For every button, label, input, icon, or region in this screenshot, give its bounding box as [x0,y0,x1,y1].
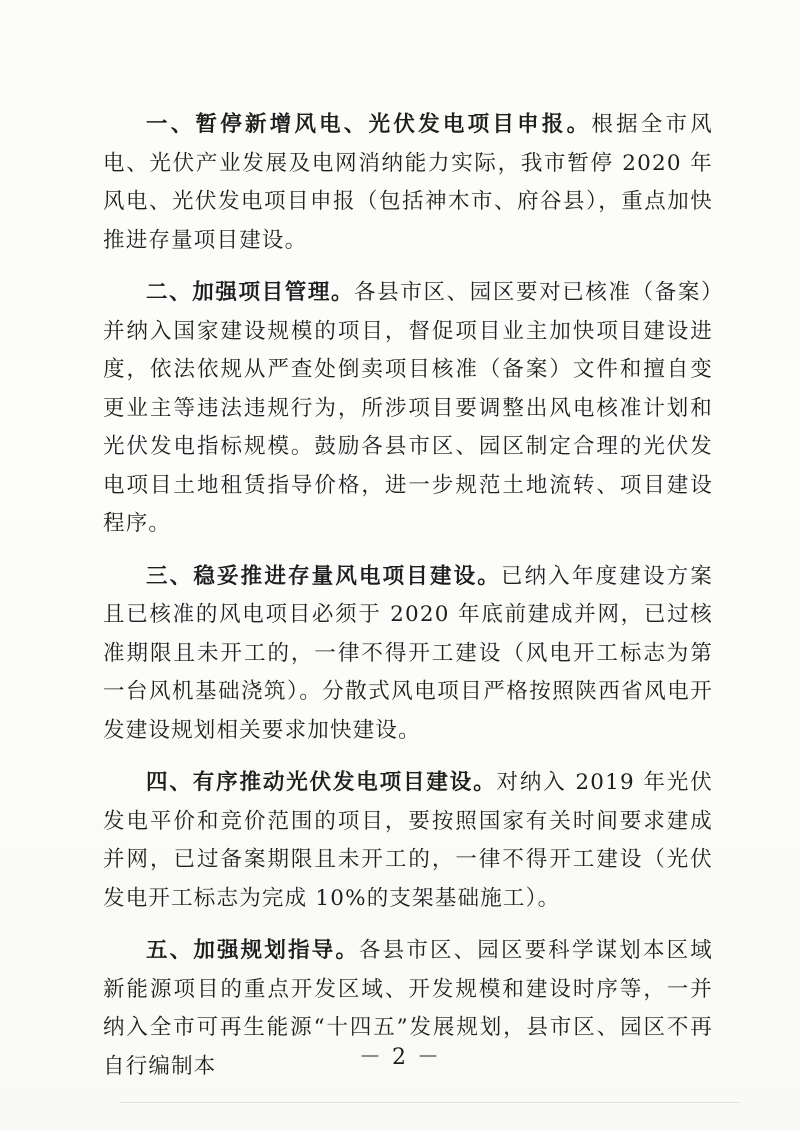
paragraph-1 [103,106,713,260]
paragraph-4-body: 对纳入 2019 年光伏发电平价和竞价范围的项目，要按照国家有关时间要求建成并网，已过备案期限且未开工的，一律不得开工建设（光伏发电开工标志为完成 10%的支架基础施工）。 [103,770,713,911]
paragraph-3 [103,558,713,751]
scan-artifact-line [120,1102,740,1103]
paragraph-1-body: 根据全市风电、光伏产业发展及电网消纳能力实际，我市暂停 2020 年风电、光伏发电项目申报（包括神木市、府谷县），重点加快推进存量项目建设。 [103,112,713,253]
paragraph-3-body: 已纳入年度建设方案且已核准的风电项目必须于 2020 年底前建成并网，已过核准期限且未开工的，一律不得开工建设（风电开工标志为第一台风机基础浇筑）。分散式风电项目严格按照陕西省风电开发建设规划相关要求加快建设。 [103,563,713,743]
paragraph-3-heading: 三、稳妥推进存量风电项目建设。 [146,563,501,589]
paragraph-5-body: 各县市区、园区要科学谋划本区域新能源项目的重点开发区域、开发规模和建设时序等，一并纳入全市可再生能源“十四五”发展规划，县市区、园区不再自行编制本 [103,938,713,1079]
paragraph-1-heading: 一、暂停新增风电、光伏发电项目申报。 [146,112,592,137]
paragraph-2 [103,274,713,544]
document-body [103,106,713,1100]
paragraph-4 [103,764,713,918]
paragraph-4-heading: 四、有序推动光伏发电项目建设。 [146,770,497,795]
paragraph-2-body: 各县市区、园区要对已核准（备案）并纳入国家建设规模的项目，督促项目业主加快项目建设进度，依法依规从严查处倒卖项目核准（备案）文件和擅自变更业主等违法违规行为，所涉项目要调整出风电核准计划和光伏发电指标规模。鼓励各县市区、园区制定合理的光伏发电项目土地租赁指导价格，进一步规范土地流转、项目建设程序。 [103,280,713,536]
paragraph-5-heading: 五、加强规划指导。 [146,938,359,963]
paragraph-2-heading: 二、加强项目管理。 [146,280,355,305]
page-number: － 2 － [359,1045,441,1070]
